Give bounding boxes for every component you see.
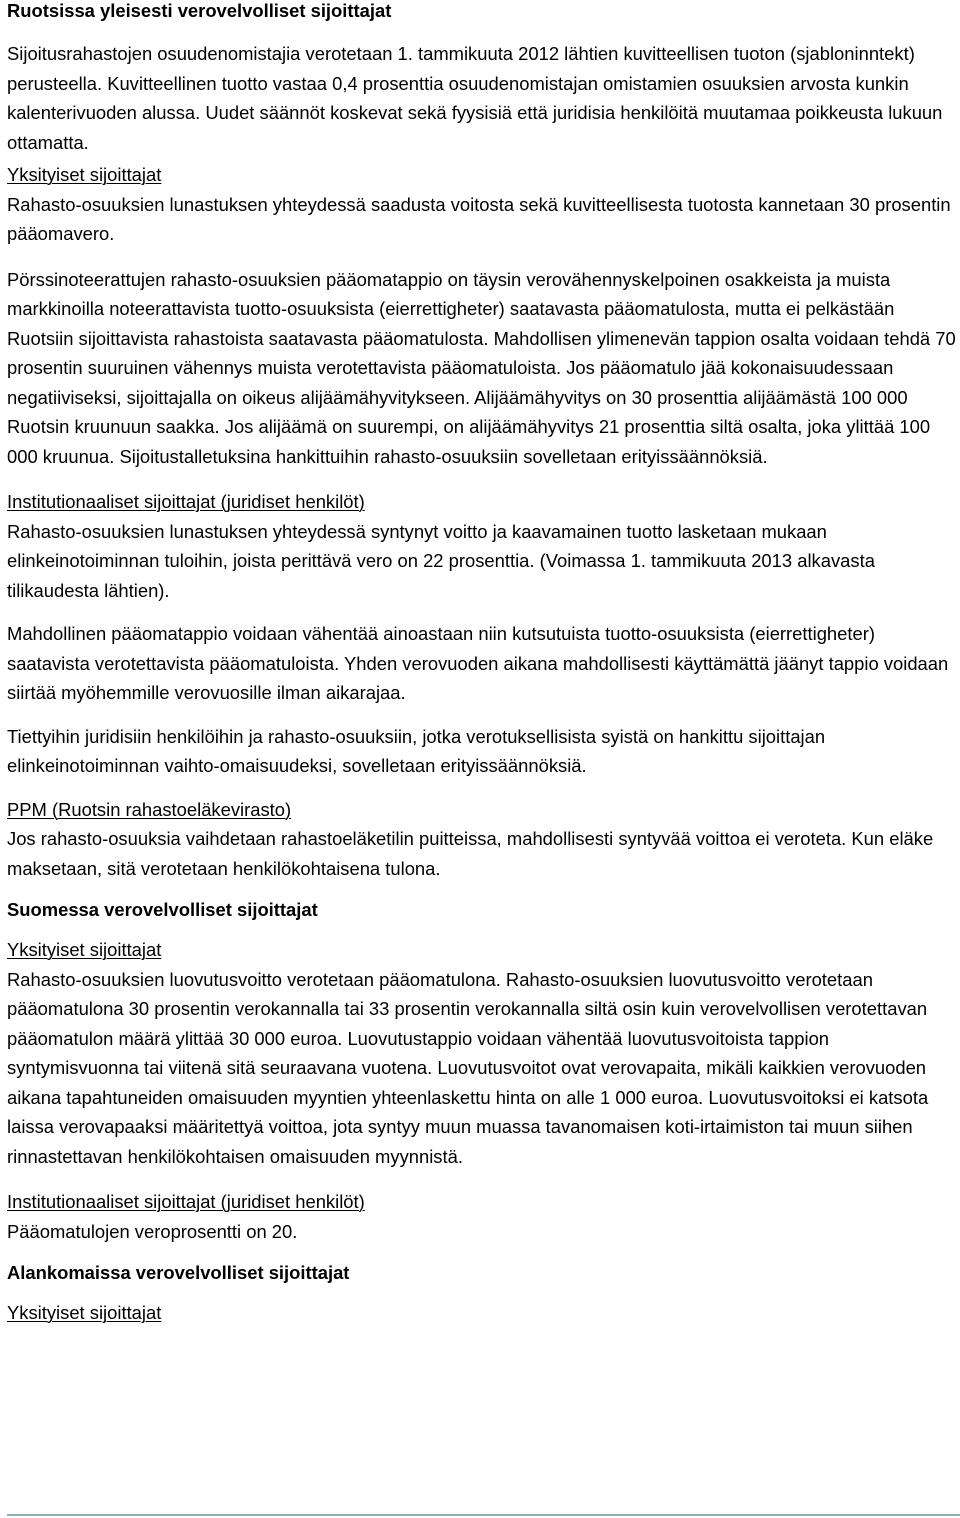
sweden-institutional-paragraph-1: Rahasto-osuuksien lunastuksen yhteydessä syntynyt voitto ja kaavamainen tuotto lasketaan mukaan elinkeinotoiminnan tuloihin, joista perittävä vero on 22 prosenttia. (Voimassa 1. tammikuuta 2013 alkavasta tilikaudesta lähtien). <box>7 520 875 601</box>
subheading-finland-private: Yksityiset sijoittajat <box>7 939 162 960</box>
sweden-private-paragraph-2: Pörssinoteerattujen rahasto-osuuksien pääomatappio on täysin verovähennyskelpoinen osakkeista ja muista markkinoilla noteerattavista tuotto-osuuksista (eierrettigheter) saatavasta pääomatulosta, mutta ei pelkästään Ruotsiin sijoittavista rahastoista saatavasta pääomatulosta. Mahdollisen ylimenevän tappion osalta voidaan tehdä 70 prosentin suuruinen vähennys muista verotettavista pääomatuloista. Jos pääomatulo jää kokonaisuudessaan negatiiviseksi, sijoittajalla on oikeus alijäämähyvitykseen. Alijäämähyvitys on 30 prosenttia alijäämästä 100 000 Ruotsin kruunuun saakka. Jos alijäämä on suurempi, on alijäämähyvitys 21 prosenttia siltä osalta, joka ylittää 100 000 kruunua. Sijoitustalletuksina hankittuihin rahasto-osuuksiin sovelletaan erityissäännöksiä. <box>7 268 956 467</box>
sweden-private-paragraph-1: Rahasto-osuuksien lunastuksen yhteydessä saadusta voitosta sekä kuvitteellisesta tuotosta kannetaan 30 prosentin pääomavero. <box>7 193 951 244</box>
subheading-netherlands-private: Yksityiset sijoittajat <box>7 1302 162 1323</box>
document-page <box>7 0 957 1328</box>
sweden-intro-paragraph: Sijoitusrahastojen osuudenomistajia verotetaan 1. tammikuuta 2012 lähtien kuvitteellisen tuoton (sjabloninntekt) perusteella. Kuvitteellinen tuotto vastaa 0,4 prosenttia osuudenomistajan omistamien osuuksien arvosta kunkin kalenterivuoden alussa. Uudet säännöt koskevat sekä fyysisiä että juridisia henkilöitä muutamaa poikkeusta lukuun ottamatta. <box>7 43 943 153</box>
sweden-institutional-paragraph-3: Tiettyihin juridisiin henkilöihin ja rahasto-osuuksiin, jotka verotuksellisista syistä on hankittu sijoittajan elinkeinotoiminnan vaihto-omaisuudeksi, sovelletaan erityissäännöksiä. <box>7 725 826 776</box>
heading-sweden: Ruotsissa yleisesti verovelvolliset sijoittajat <box>7 0 392 21</box>
heading-finland: Suomessa verovelvolliset sijoittajat <box>7 899 318 920</box>
subheading-ppm: PPM (Ruotsin rahastoeläkevirasto) <box>7 798 292 820</box>
heading-netherlands: Alankomaissa verovelvolliset sijoittajat <box>7 1262 350 1283</box>
footer-divider <box>7 1514 960 1516</box>
subheading-sweden-private: Yksityiset sijoittajat <box>7 164 162 185</box>
finland-institutional-paragraph: Pääomatulojen veroprosentti on 20. <box>7 1220 298 1242</box>
finland-private-paragraph: Rahasto-osuuksien luovutusvoitto verotetaan pääomatulona. Rahasto-osuuksien luovutusvoitto verotetaan pääomatulona 30 prosentin verokannalla tai 33 prosentin verokannalla siltä osin kuin verovelvollisen verotettavan pääomatulon määrä ylittää 30 000 euroa. Luovutustappio voidaan vähentää luovutusvoitoista tappion syntymisvuonna tai viitenä sitä seuraavana vuotena. Luovutusvoitot ovat verovapaita, mikäli kaikkien verovuoden aikana tapahtuneiden omaisuuden myyntien yhteenlaskettu hinta on alle 1 000 euroa. Luovutusvoitoksi ei katsota laissa verovapaaksi määritettyä voittoa, jota syntyy muun muassa tavanomaisen koti-irtaimiston tai muun siihen rinnastettavan henkilökohtaisen omaisuuden myynnistä. <box>7 968 929 1167</box>
subheading-sweden-institutional: Institutionaaliset sijoittajat (juridiset henkilöt) <box>7 491 365 512</box>
subheading-finland-institutional: Institutionaaliset sijoittajat (juridiset henkilöt) <box>7 1191 365 1212</box>
ppm-paragraph: Jos rahasto-osuuksia vaihdetaan rahastoeläketilin puitteissa, mahdollisesti syntyvää voittoa ei veroteta. Kun eläke maksetaan, sitä verotetaan henkilökohtaisena tulona. <box>7 828 934 879</box>
sweden-institutional-paragraph-2: Mahdollinen pääomatappio voidaan vähentää ainoastaan niin kutsutuista tuotto-osuuksista (eierrettigheter) saatavista verotettavista pääomatuloista. Yhden verovuoden aikana mahdollisesti käyttämättä jäänyt tappio voidaan siirtää myöhemmille verovuosille ilman aikarajaa. <box>7 623 949 703</box>
